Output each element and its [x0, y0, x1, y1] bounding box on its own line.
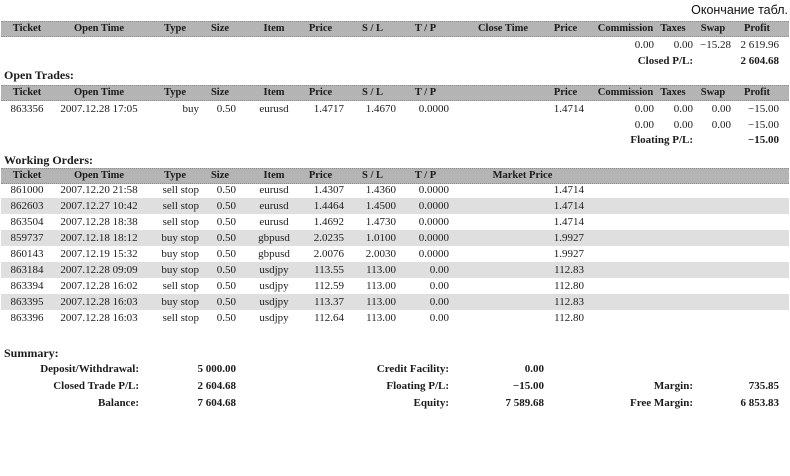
cell-ticket: 863394	[10, 280, 44, 292]
col-header-size: Size	[210, 23, 230, 34]
cell-open-time: 2007.12.20 21:58	[60, 184, 138, 196]
table-row	[1, 214, 789, 230]
summary-label-equity: Equity:	[413, 397, 449, 409]
col-header-price: Price	[308, 87, 333, 98]
table-row	[1, 230, 789, 246]
section-title-open-trades: Open Trades:	[4, 68, 74, 82]
cell-size: 0.50	[216, 216, 236, 228]
cell-market-price: 1.9927	[553, 232, 584, 244]
col-header-type: Type	[164, 87, 186, 98]
col-header-size: Size	[210, 87, 230, 98]
cell-close-price: 1.4714	[553, 103, 584, 115]
cell-price: 113.55	[314, 264, 344, 276]
summary-label-balance: Balance:	[98, 397, 139, 409]
summary-label-margin: Margin:	[653, 380, 693, 392]
summary-label-deposit: Deposit/Withdrawal:	[40, 363, 139, 375]
summary-row	[1, 379, 789, 393]
cell-item: gbpusd	[258, 248, 290, 260]
cell-open-time: 2007.12.28 16:03	[60, 312, 138, 324]
table-row	[1, 310, 789, 326]
col-header-sl: S / L	[361, 170, 383, 181]
cell-swap-total: −15.28	[700, 39, 731, 51]
col-header-tp: T / P	[414, 23, 437, 34]
cell-size: 0.50	[216, 103, 236, 115]
cell-commission-total: 0.00	[634, 119, 654, 131]
open-trades-totals-row	[1, 118, 789, 132]
table-continuation-caption: Окончание табл.	[691, 3, 788, 17]
cell-sl: 113.00	[366, 296, 396, 308]
cell-item: usdjpy	[259, 264, 289, 276]
cell-size: 0.50	[216, 312, 236, 324]
cell-tp: 0.0000	[418, 248, 449, 260]
cell-profit: −15.00	[748, 103, 779, 115]
cell-tp: 0.0000	[418, 103, 449, 115]
cell-tp: 0.0000	[418, 232, 449, 244]
col-header-close-price: Price	[553, 87, 578, 98]
summary-label-free-margin: Free Margin:	[629, 397, 693, 409]
cell-type: buy stop	[161, 296, 199, 308]
cell-swap-total: 0.00	[711, 119, 731, 131]
closed-pl-row	[1, 54, 789, 68]
col-header-commission: Commission	[597, 87, 654, 98]
summary-row	[1, 362, 789, 376]
col-header-open-time: Open Time	[73, 87, 125, 98]
cell-type: buy stop	[161, 264, 199, 276]
table-row	[1, 262, 789, 278]
summary-value-free-margin: 6 853.83	[740, 397, 779, 409]
cell-ticket: 863396	[10, 312, 44, 324]
col-header-close-time: Close Time	[477, 23, 529, 34]
col-header-size: Size	[210, 170, 230, 181]
floating-pl-row	[1, 133, 789, 147]
table-row	[1, 182, 789, 198]
table-row	[1, 278, 789, 294]
closed-table-header-row	[1, 21, 789, 37]
cell-ticket: 863356	[10, 103, 44, 115]
cell-sl: 113.00	[366, 280, 396, 292]
col-header-price: Price	[308, 23, 333, 34]
col-header-type: Type	[164, 170, 186, 181]
col-header-profit: Profit	[743, 23, 771, 34]
cell-commission-total: 0.00	[634, 39, 654, 51]
cell-open-time: 2007.12.28 17:05	[60, 103, 138, 115]
open-trades-header-row	[1, 85, 789, 101]
cell-price: 112.59	[314, 280, 344, 292]
cell-open-time: 2007.12.27 10:42	[60, 200, 138, 212]
table-row	[1, 198, 789, 214]
cell-market-price: 1.4714	[553, 184, 584, 196]
cell-market-price: 1.9927	[553, 248, 584, 260]
cell-item: usdjpy	[259, 312, 289, 324]
cell-market-price: 112.80	[554, 312, 584, 324]
col-header-item: Item	[263, 23, 285, 34]
cell-size: 0.50	[216, 280, 236, 292]
cell-open-time: 2007.12.28 18:38	[60, 216, 138, 228]
cell-price: 1.4717	[313, 103, 344, 115]
cell-size: 0.50	[216, 184, 236, 196]
col-header-profit: Profit	[743, 87, 771, 98]
cell-open-time: 2007.12.28 09:09	[60, 264, 138, 276]
cell-sl: 2.0030	[365, 248, 396, 260]
cell-item: eurusd	[259, 184, 289, 196]
cell-profit-total: −15.00	[748, 119, 779, 131]
cell-profit-total: 2 619.96	[740, 39, 779, 51]
cell-size: 0.50	[216, 232, 236, 244]
cell-price: 1.4692	[313, 216, 344, 228]
cell-commission: 0.00	[634, 103, 654, 115]
cell-price: 112.64	[314, 312, 344, 324]
cell-sl: 113.00	[366, 264, 396, 276]
cell-open-time: 2007.12.28 16:03	[60, 296, 138, 308]
floating-pl-value: −15.00	[747, 134, 779, 146]
cell-ticket: 863395	[10, 296, 44, 308]
cell-market-price: 112.80	[554, 280, 584, 292]
col-header-sl: S / L	[361, 87, 383, 98]
cell-market-price: 1.4714	[553, 216, 584, 228]
col-header-item: Item	[263, 87, 285, 98]
cell-item: gbpusd	[258, 232, 290, 244]
cell-tp: 0.0000	[418, 200, 449, 212]
cell-taxes: 0.00	[673, 103, 693, 115]
cell-price: 1.4307	[313, 184, 344, 196]
col-header-taxes: Taxes	[660, 23, 686, 34]
cell-price: 2.0076	[313, 248, 344, 260]
summary-label-closed-trade-pl: Closed Trade P/L:	[53, 380, 139, 392]
cell-item: usdjpy	[259, 280, 289, 292]
col-header-open-time: Open Time	[73, 170, 125, 181]
col-header-tp: T / P	[414, 87, 437, 98]
cell-type: sell stop	[162, 216, 199, 228]
cell-ticket: 859737	[10, 232, 44, 244]
col-header-open-time: Open Time	[73, 23, 125, 34]
floating-pl-label: Floating P/L:	[630, 134, 693, 146]
closed-pl-value: 2 604.68	[740, 55, 779, 67]
cell-ticket: 862603	[10, 200, 44, 212]
cell-size: 0.50	[216, 296, 236, 308]
cell-sl: 1.4730	[365, 216, 396, 228]
col-header-price: Price	[308, 170, 333, 181]
cell-type: buy stop	[161, 232, 199, 244]
cell-tp: 0.00	[429, 280, 449, 292]
cell-open-time: 2007.12.19 15:32	[60, 248, 138, 260]
cell-size: 0.50	[216, 248, 236, 260]
closed-pl-label: Closed P/L:	[637, 55, 693, 67]
col-header-swap: Swap	[700, 23, 726, 34]
cell-ticket: 860143	[10, 248, 44, 260]
cell-ticket: 861000	[10, 184, 44, 196]
summary-value-deposit: 5 000.00	[197, 363, 236, 375]
summary-value-balance: 7 604.68	[197, 397, 236, 409]
col-header-sl: S / L	[361, 23, 383, 34]
cell-taxes-total: 0.00	[673, 39, 693, 51]
col-header-market-price: Market Price	[492, 170, 553, 181]
cell-item: eurusd	[259, 200, 289, 212]
col-header-tp: T / P	[414, 170, 437, 181]
summary-row	[1, 396, 789, 410]
cell-open-time: 2007.12.28 16:02	[60, 280, 138, 292]
col-header-taxes: Taxes	[660, 87, 686, 98]
table-row	[1, 246, 789, 262]
cell-market-price: 112.83	[554, 296, 584, 308]
table-row	[1, 102, 789, 116]
cell-open-time: 2007.12.18 18:12	[60, 232, 138, 244]
cell-type: buy	[182, 103, 199, 115]
col-header-ticket: Ticket	[12, 170, 42, 181]
cell-sl: 1.4360	[365, 184, 396, 196]
section-title-summary: Summary:	[4, 346, 59, 360]
cell-item: eurusd	[259, 103, 289, 115]
cell-tp: 0.00	[429, 296, 449, 308]
col-header-close-price: Price	[553, 23, 578, 34]
cell-sl: 113.00	[366, 312, 396, 324]
cell-taxes-total: 0.00	[673, 119, 693, 131]
cell-ticket: 863504	[10, 216, 44, 228]
cell-sl: 1.4500	[365, 200, 396, 212]
cell-sl: 1.4670	[365, 103, 396, 115]
cell-item: usdjpy	[259, 296, 289, 308]
cell-tp: 0.00	[429, 312, 449, 324]
cell-market-price: 112.83	[554, 264, 584, 276]
cell-ticket: 863184	[10, 264, 44, 276]
col-header-swap: Swap	[700, 87, 726, 98]
col-header-commission: Commission	[597, 23, 654, 34]
cell-price: 2.0235	[313, 232, 344, 244]
cell-tp: 0.0000	[418, 184, 449, 196]
closed-totals-row	[1, 38, 789, 52]
summary-value-margin: 735.85	[748, 380, 779, 392]
summary-value-credit: 0.00	[524, 363, 544, 375]
cell-type: sell stop	[162, 200, 199, 212]
summary-label-credit: Credit Facility:	[376, 363, 449, 375]
cell-market-price: 1.4714	[553, 200, 584, 212]
summary-value-floating-pl: −15.00	[512, 380, 544, 392]
col-header-ticket: Ticket	[12, 87, 42, 98]
table-row	[1, 294, 789, 310]
cell-tp: 0.00	[429, 264, 449, 276]
cell-price: 1.4464	[313, 200, 344, 212]
cell-type: buy stop	[161, 248, 199, 260]
section-title-working-orders: Working Orders:	[4, 153, 93, 167]
cell-type: sell stop	[162, 280, 199, 292]
cell-type: sell stop	[162, 184, 199, 196]
summary-label-floating-pl: Floating P/L:	[386, 380, 449, 392]
cell-size: 0.50	[216, 200, 236, 212]
col-header-ticket: Ticket	[12, 23, 42, 34]
cell-tp: 0.0000	[418, 216, 449, 228]
summary-value-equity: 7 589.68	[505, 397, 544, 409]
summary-value-closed-trade-pl: 2 604.68	[197, 380, 236, 392]
cell-swap: 0.00	[711, 103, 731, 115]
cell-price: 113.37	[314, 296, 344, 308]
col-header-item: Item	[263, 170, 285, 181]
cell-size: 0.50	[216, 264, 236, 276]
col-header-type: Type	[164, 23, 186, 34]
cell-type: sell stop	[162, 312, 199, 324]
cell-sl: 1.0100	[365, 232, 396, 244]
cell-item: eurusd	[259, 216, 289, 228]
